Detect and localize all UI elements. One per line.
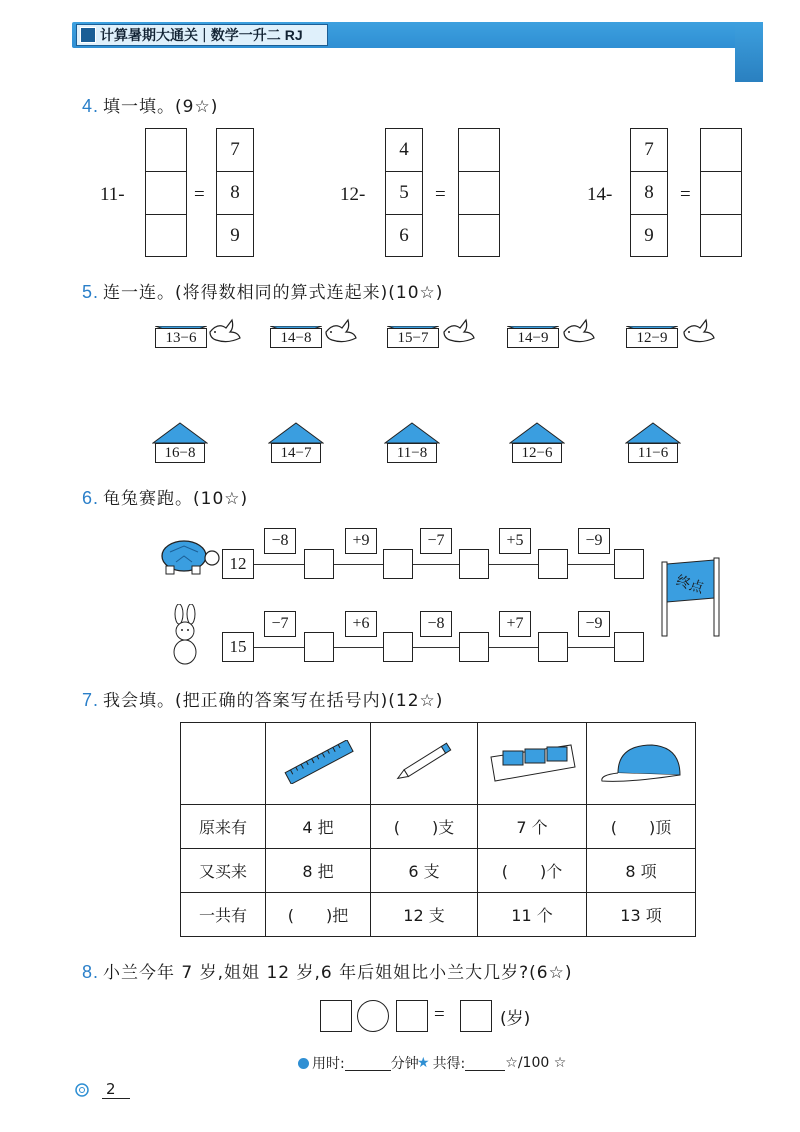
given-number: 8 [216, 171, 254, 214]
time-unit: 分钟 [390, 1056, 419, 1072]
answer-box[interactable] [700, 171, 742, 214]
given-number: 8 [630, 171, 668, 214]
q8-number: 8. [82, 962, 100, 982]
q8-unit: (岁) [500, 1009, 531, 1029]
q4-text: 填一填。(9☆) [103, 97, 219, 117]
q4-g1-minuend: 11- [100, 184, 125, 205]
table-cell: 7 个 [478, 805, 587, 849]
q4-g1-right [216, 128, 254, 257]
house-card[interactable] [387, 422, 437, 464]
turtle-answer-box[interactable] [614, 549, 644, 579]
time-input[interactable] [345, 1056, 391, 1071]
given-number: 7 [216, 128, 254, 171]
q4-g1-equals: = [194, 184, 205, 205]
rabbit-answer-box[interactable] [538, 632, 568, 662]
turtle-answer-box[interactable] [383, 549, 413, 579]
q4-g3-equals: = [680, 184, 691, 205]
q8-answer-box[interactable] [396, 1000, 428, 1032]
turtle-start: 12 [222, 549, 254, 579]
subject: 数学一升二 [210, 28, 281, 44]
finish-label: 终点 [673, 573, 706, 597]
score-total: ☆/100 ☆ [505, 1055, 567, 1071]
item-cell [478, 723, 587, 805]
turtle-answer-box[interactable] [304, 549, 334, 579]
answer-box[interactable] [700, 128, 742, 171]
house-expression: 11−8 [387, 443, 437, 463]
house-expression: 14−7 [271, 443, 321, 463]
house-card[interactable] [628, 422, 678, 464]
answer-box[interactable] [458, 214, 500, 257]
turtle-op: −9 [578, 528, 610, 554]
given-number: 4 [385, 128, 423, 171]
q8-equals: = [434, 1004, 445, 1025]
house-card[interactable] [512, 422, 562, 464]
q6-text: 龟兔赛跑。(10☆) [103, 489, 249, 509]
header-label [76, 24, 328, 46]
table-cell: 8 把 [266, 849, 371, 893]
finish-flag-icon [660, 556, 722, 638]
header-divider: | [202, 27, 207, 43]
q8-text: 小兰今年 7 岁,姐姐 12 岁,6 年后姐姐比小兰大几岁?(6☆) [103, 963, 573, 983]
dove-icon [680, 318, 716, 348]
score-label: 共得: [432, 1056, 466, 1072]
turtle-icon [152, 534, 222, 578]
book-title: 计算暑期大通关 [100, 28, 198, 44]
table-cell: 8 项 [587, 849, 696, 893]
given-number: 5 [385, 171, 423, 214]
time-field [298, 1053, 419, 1073]
q7-table [180, 722, 696, 937]
dove-icon [322, 318, 358, 348]
answer-box[interactable] [458, 128, 500, 171]
q6-title [82, 484, 248, 509]
q5-number: 5. [82, 282, 100, 302]
ruler-icon [278, 740, 358, 784]
q8-title [82, 958, 572, 983]
table-answer-cell[interactable]: ( )把 [266, 893, 371, 937]
item-cell [587, 723, 696, 805]
house-expression: 16−8 [155, 443, 205, 463]
table-cell: 12 支 [371, 893, 478, 937]
q7-number: 7. [82, 690, 100, 710]
envelope-expression: 14−9 [507, 328, 559, 348]
dove-icon [560, 318, 596, 348]
turtle-op: −8 [264, 528, 296, 554]
row-label: 原来有 [181, 805, 266, 849]
turtle-answer-box[interactable] [538, 549, 568, 579]
time-label: 用时: [312, 1056, 345, 1072]
envelope-card[interactable] [507, 322, 559, 348]
clock-icon [298, 1058, 309, 1069]
table-cell: 6 支 [371, 849, 478, 893]
envelope-expression: 12−9 [626, 328, 678, 348]
rabbit-answer-box[interactable] [459, 632, 489, 662]
envelope-card[interactable] [387, 322, 439, 348]
rabbit-op: +7 [499, 611, 531, 637]
house-expression: 12−6 [512, 443, 562, 463]
envelope-card[interactable] [270, 322, 322, 348]
page-number-area [72, 1080, 130, 1099]
rabbit-start: 15 [222, 632, 254, 662]
table-answer-cell[interactable]: ( )个 [478, 849, 587, 893]
given-number: 6 [385, 214, 423, 257]
house-roof-icon [509, 422, 565, 444]
answer-box[interactable] [145, 128, 187, 171]
table-answer-cell[interactable]: ( )顶 [587, 805, 696, 849]
q4-g2-right [458, 128, 500, 257]
rabbit-op: −8 [420, 611, 452, 637]
given-number: 9 [630, 214, 668, 257]
row-label: 一共有 [181, 893, 266, 937]
rabbit-op: −9 [578, 611, 610, 637]
q4-g3-right [700, 128, 742, 257]
house-roof-icon [268, 422, 324, 444]
rabbit-answer-box[interactable] [304, 632, 334, 662]
cap-icon [596, 737, 686, 787]
q8-answer-box[interactable] [320, 1000, 352, 1032]
house-roof-icon [384, 422, 440, 444]
edition: RJ [284, 27, 303, 43]
rabbit-icon [166, 604, 206, 666]
envelope-card[interactable] [155, 322, 207, 348]
pencil-icon [389, 740, 459, 784]
swirl-icon [72, 1081, 94, 1099]
turtle-op: +5 [499, 528, 531, 554]
q4-g2-equals: = [435, 184, 446, 205]
answer-box[interactable] [700, 214, 742, 257]
q4-title [82, 92, 218, 117]
table-cell: 13 项 [587, 893, 696, 937]
q4-g3-left [630, 128, 668, 257]
q8-result-box[interactable] [460, 1000, 492, 1032]
item-cell [266, 723, 371, 805]
q7-title [82, 686, 443, 711]
q4-number: 4. [82, 96, 100, 116]
table-cell: 4 把 [266, 805, 371, 849]
turtle-op: +9 [345, 528, 377, 554]
house-roof-icon [625, 422, 681, 444]
item-cell [371, 723, 478, 805]
row-label: 又买来 [181, 849, 266, 893]
header-tail [735, 22, 763, 82]
q4-g3-minuend: 14- [587, 184, 613, 205]
pencil-case-icon [487, 737, 577, 787]
turtle-op: −7 [420, 528, 452, 554]
given-number: 9 [216, 214, 254, 257]
score-field [417, 1053, 566, 1073]
rabbit-answer-box[interactable] [383, 632, 413, 662]
corner-cell [181, 723, 266, 805]
house-roof-icon [152, 422, 208, 444]
table-cell: 11 个 [478, 893, 587, 937]
book-icon [80, 27, 96, 43]
envelope-card[interactable] [626, 322, 678, 348]
dove-icon [206, 318, 242, 348]
house-expression: 11−6 [628, 443, 678, 463]
q8-operator-circle[interactable] [357, 1000, 389, 1032]
envelope-expression: 15−7 [387, 328, 439, 348]
q4-g1-left [145, 128, 187, 257]
q4-g2-left [385, 128, 423, 257]
rabbit-op: +6 [345, 611, 377, 637]
q5-title [82, 278, 443, 303]
q6-number: 6. [82, 488, 100, 508]
house-card[interactable] [271, 422, 321, 464]
envelope-expression: 14−8 [270, 328, 322, 348]
rabbit-answer-box[interactable] [614, 632, 644, 662]
turtle-answer-box[interactable] [459, 549, 489, 579]
house-card[interactable] [155, 422, 205, 464]
score-input[interactable] [465, 1056, 505, 1071]
answer-box[interactable] [145, 214, 187, 257]
given-number: 7 [630, 128, 668, 171]
q4-g2-minuend: 12- [340, 184, 366, 205]
answer-box[interactable] [458, 171, 500, 214]
q7-text: 我会填。(把正确的答案写在括号内)(12☆) [103, 691, 444, 711]
page-number: 2 [102, 1080, 130, 1099]
table-answer-cell[interactable]: ( )支 [371, 805, 478, 849]
envelope-expression: 13−6 [155, 328, 207, 348]
rabbit-op: −7 [264, 611, 296, 637]
dove-icon [440, 318, 476, 348]
star-icon: ★ [417, 1055, 430, 1071]
answer-box[interactable] [145, 171, 187, 214]
q5-text: 连一连。(将得数相同的算式连起来)(10☆) [103, 283, 444, 303]
